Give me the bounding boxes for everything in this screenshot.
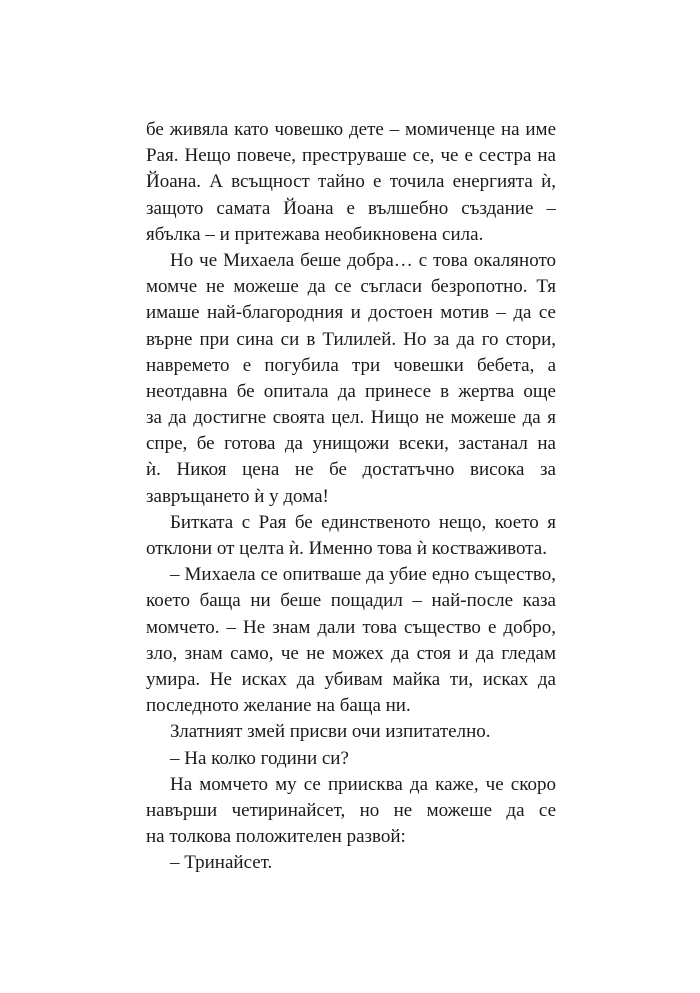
text-line: ябълка – и притежава необикновена сила. [146, 223, 484, 245]
text-line: бе живяла като човешко дете – момиченце на име [146, 119, 556, 140]
text-line: имаше най-благородния и достоен мотив – да се [146, 302, 556, 324]
text-line: – На колко години си? [170, 747, 349, 769]
text-line: за да достигне своята цел. Нищо не можеше да я [146, 407, 556, 429]
text-line: Златният змей присви очи изпитателно. [170, 721, 491, 743]
page-body-text [146, 117, 556, 876]
text-line: момче не можеше да се съгласи безропотно. Тя [146, 276, 556, 298]
text-line: неотдавна бе опитала да принесе в жертва още [146, 380, 556, 402]
text-line: на толкова положителен развой: [146, 826, 406, 848]
text-line: зло, знам само, че не можех да стоя и да гледам [146, 642, 556, 664]
text-line: Йоана. А всъщност тайно е точила енергията ѝ, [146, 171, 556, 193]
text-line: Битката с Рая бе единственото нещо, което я [170, 511, 556, 533]
text-line: завръщането ѝ у дома! [146, 485, 329, 507]
text-line: Но че Михаела беше добра… с това окаляното [170, 249, 556, 271]
text-line: защото самата Йоана е вълшебно създание – [146, 197, 556, 219]
text-line: което баща ни беше пощадил – най-после каза [146, 590, 556, 612]
text-line: върне при сина си в Тилилей. Но за да го стори, [146, 328, 556, 350]
text-line: На момчето му се приисква да каже, че скоро [170, 773, 556, 795]
text-line: момчето. – Не знам дали това същество е добро, [146, 616, 556, 638]
text-line: последното желание на баща ни. [146, 695, 411, 717]
text-line: навремето е погубила три човешки бебета, а [146, 354, 556, 376]
text-line: – Михаела се опитваше да убие едно същество, [170, 564, 556, 586]
text-line: отклони от целта ѝ. Именно това ѝ костваживота. [146, 538, 547, 559]
text-line: Рая. Нещо повече, преструваше се, че е сестра на [146, 145, 556, 167]
text-line: – Тринайсет. [170, 852, 273, 874]
text-line: спре, бе готова да унищожи всеки, застанал на [146, 433, 556, 455]
text-line: ѝ. Никоя цена не бе достатъчно висока за [146, 459, 556, 481]
text-line: умира. Не исках да убивам майка ти, исках да [146, 668, 556, 690]
text-line: навърши четиринайсет, но не можеше да се [146, 799, 556, 821]
